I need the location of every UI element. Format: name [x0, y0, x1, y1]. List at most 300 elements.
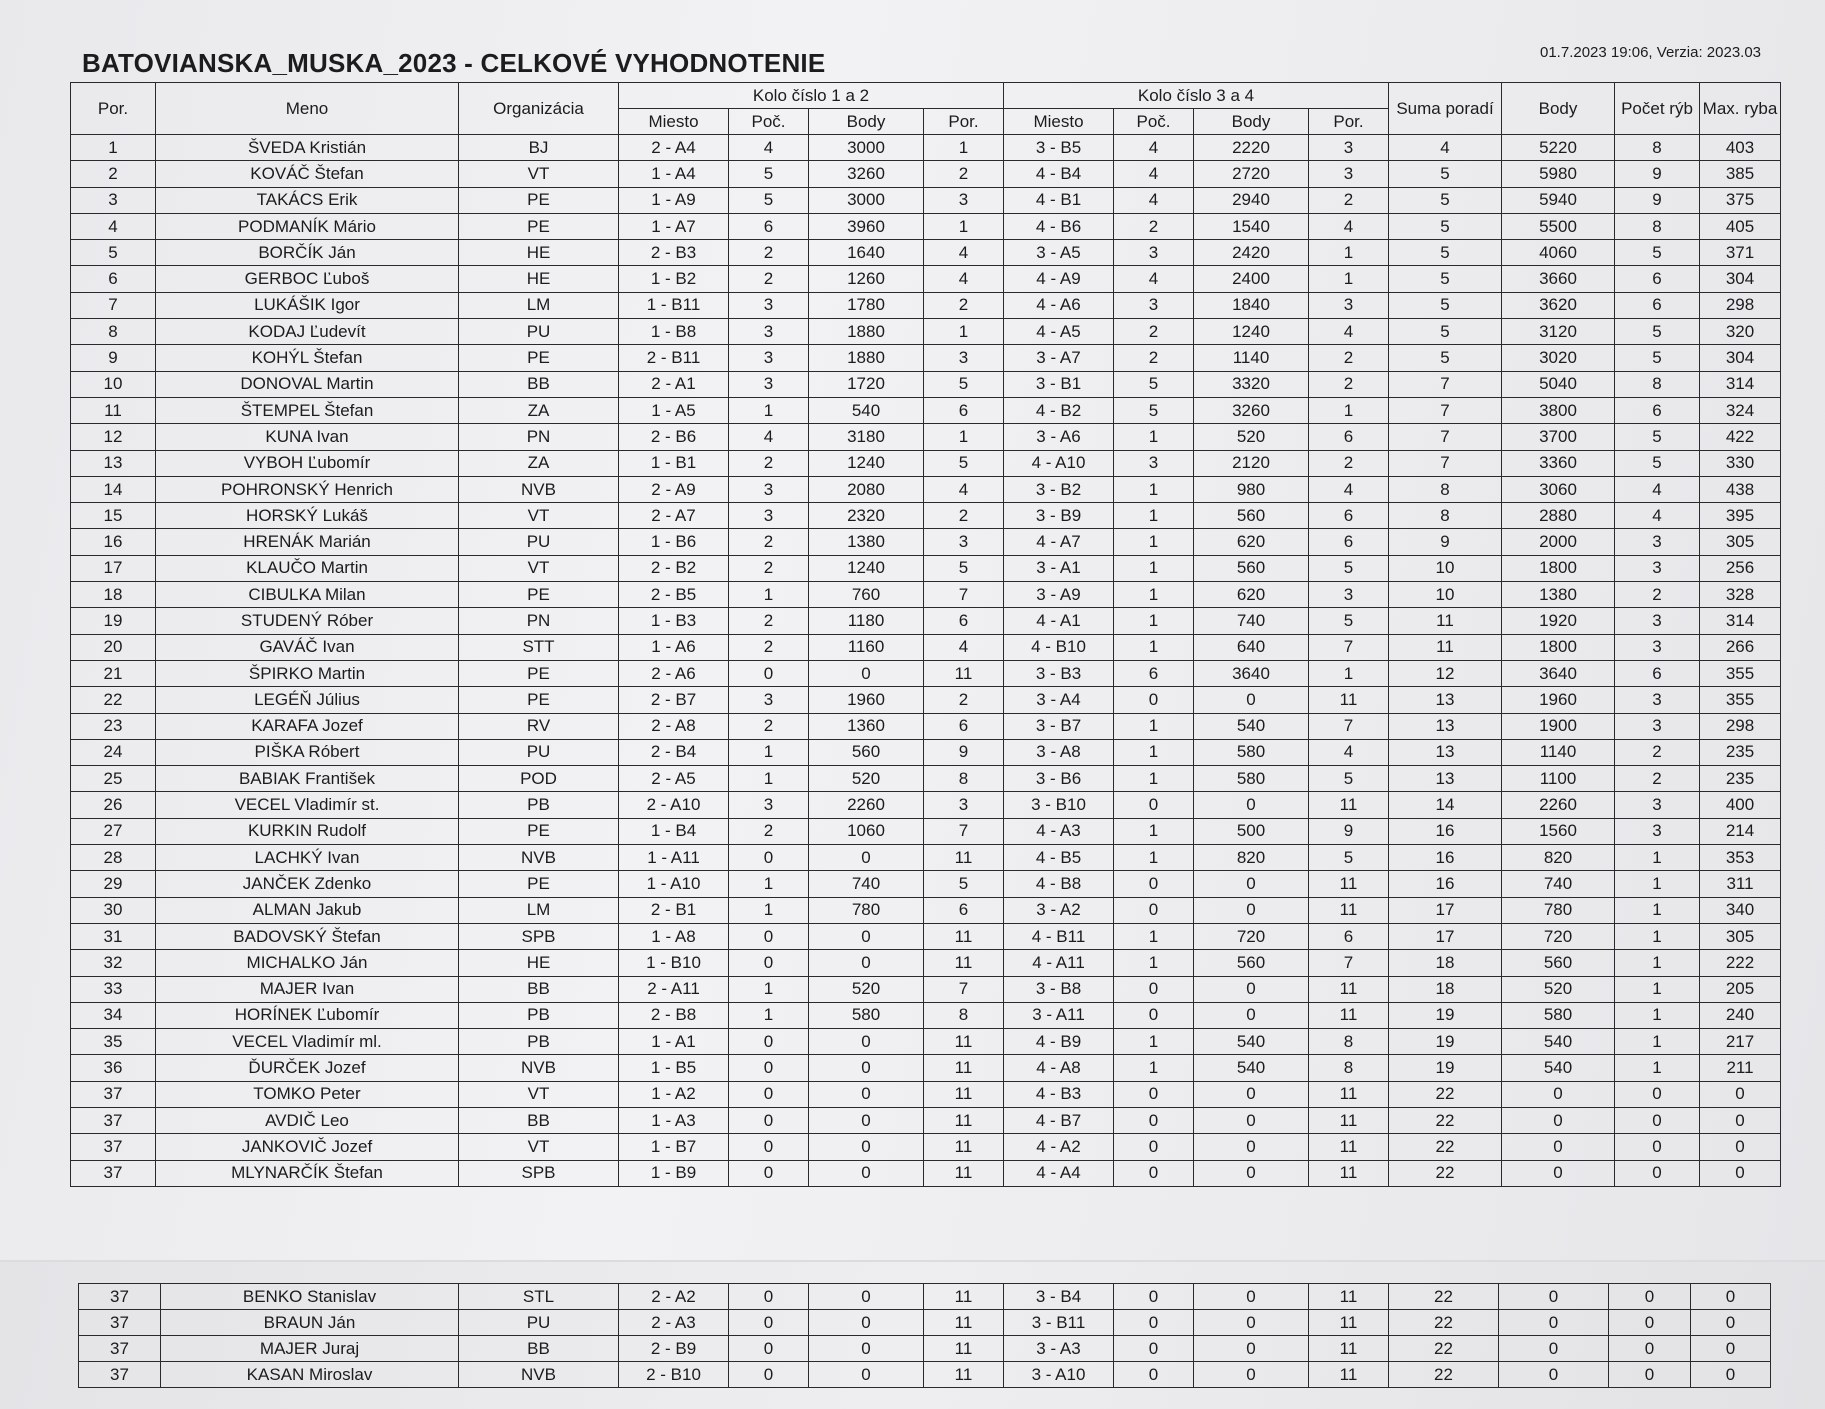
cell-max-ryba: 0 — [1691, 1362, 1771, 1388]
cell-max-ryba: 311 — [1700, 871, 1781, 897]
cell-organizacia: BB — [459, 1336, 619, 1362]
cell-body-1: 520 — [809, 976, 924, 1002]
cell-poc-2: 0 — [1114, 1002, 1194, 1028]
cell-body-2: 0 — [1194, 1160, 1309, 1186]
cell-meno: GAVÁČ Ivan — [156, 634, 459, 660]
cell-poc-1: 0 — [729, 1362, 809, 1388]
cell-poc-1: 0 — [729, 950, 809, 976]
cell-poc-1: 4 — [729, 424, 809, 450]
cell-body-total: 3640 — [1502, 660, 1615, 686]
cell-por-2: 11 — [1309, 1107, 1389, 1133]
cell-miesto-1: 1 - B5 — [619, 1055, 729, 1081]
cell-poc-1: 3 — [729, 792, 809, 818]
cell-miesto-2: 3 - A6 — [1004, 424, 1114, 450]
cell-body-total: 3020 — [1502, 345, 1615, 371]
cell-miesto-1: 1 - A1 — [619, 1029, 729, 1055]
table-row — [71, 950, 1781, 976]
table-row — [71, 792, 1781, 818]
cell-max-ryba: 405 — [1700, 213, 1781, 239]
cell-por-2: 11 — [1309, 792, 1389, 818]
cell-max-ryba: 205 — [1700, 976, 1781, 1002]
cell-pocet-ryb: 1 — [1615, 871, 1700, 897]
cell-pocet-ryb: 3 — [1615, 529, 1700, 555]
cell-max-ryba: 240 — [1700, 1002, 1781, 1028]
cell-body-total: 0 — [1499, 1310, 1609, 1336]
cell-miesto-1: 2 - A11 — [619, 976, 729, 1002]
cell-pocet-ryb: 5 — [1615, 345, 1700, 371]
cell-body-1: 580 — [809, 1002, 924, 1028]
cell-body-2: 0 — [1194, 792, 1309, 818]
cell-meno: ALMAN Jakub — [156, 897, 459, 923]
cell-miesto-2: 3 - B1 — [1004, 371, 1114, 397]
cell-suma: 13 — [1389, 739, 1502, 765]
cell-por-2: 5 — [1309, 608, 1389, 634]
table-row — [71, 923, 1781, 949]
table-row — [71, 634, 1781, 660]
cell-body-total: 560 — [1502, 950, 1615, 976]
cell-organizacia: NVB — [459, 1362, 619, 1388]
table-row — [71, 976, 1781, 1002]
cell-por: 11 — [71, 397, 156, 423]
cell-miesto-1: 2 - B10 — [619, 1362, 729, 1388]
cell-body-1: 1060 — [809, 818, 924, 844]
table-row — [71, 319, 1781, 345]
cell-meno: ĎURČEK Jozef — [156, 1055, 459, 1081]
cell-miesto-2: 3 - B9 — [1004, 503, 1114, 529]
cell-por-2: 3 — [1309, 161, 1389, 187]
cell-poc-2: 1 — [1114, 529, 1194, 555]
cell-poc-1: 0 — [729, 845, 809, 871]
cell-por-1: 1 — [924, 424, 1004, 450]
cell-por: 9 — [71, 345, 156, 371]
cell-body-2: 0 — [1194, 1284, 1309, 1310]
cell-body-2: 1840 — [1194, 292, 1309, 318]
cell-body-1: 1240 — [809, 450, 924, 476]
cell-body-total: 1140 — [1502, 739, 1615, 765]
cell-miesto-1: 2 - B6 — [619, 424, 729, 450]
cell-pocet-ryb: 3 — [1615, 608, 1700, 634]
cell-body-2: 540 — [1194, 1055, 1309, 1081]
cell-por-1: 5 — [924, 555, 1004, 581]
cell-max-ryba: 314 — [1700, 608, 1781, 634]
cell-por-1: 11 — [924, 1055, 1004, 1081]
cell-meno: TOMKO Peter — [156, 1081, 459, 1107]
header-miesto-1: Miesto — [619, 109, 729, 135]
cell-max-ryba: 403 — [1700, 135, 1781, 161]
cell-body-total: 2880 — [1502, 503, 1615, 529]
table-row — [71, 292, 1781, 318]
cell-organizacia: NVB — [459, 1055, 619, 1081]
cell-por: 20 — [71, 634, 156, 660]
cell-suma: 8 — [1389, 476, 1502, 502]
cell-max-ryba: 235 — [1700, 739, 1781, 765]
cell-poc-2: 0 — [1114, 1336, 1194, 1362]
cell-body-1: 1780 — [809, 292, 924, 318]
cell-organizacia: STL — [459, 1284, 619, 1310]
cell-miesto-2: 4 - A11 — [1004, 950, 1114, 976]
cell-pocet-ryb: 2 — [1615, 582, 1700, 608]
cell-miesto-2: 4 - A4 — [1004, 1160, 1114, 1186]
cell-poc-2: 1 — [1114, 923, 1194, 949]
cell-suma: 22 — [1389, 1081, 1502, 1107]
cell-max-ryba: 298 — [1700, 713, 1781, 739]
cell-por: 17 — [71, 555, 156, 581]
cell-por-2: 11 — [1309, 1134, 1389, 1160]
cell-body-total: 1800 — [1502, 634, 1615, 660]
cell-max-ryba: 304 — [1700, 266, 1781, 292]
table-row — [71, 687, 1781, 713]
cell-pocet-ryb: 1 — [1615, 1029, 1700, 1055]
cell-miesto-2: 4 - B6 — [1004, 213, 1114, 239]
cell-por-2: 11 — [1309, 1362, 1389, 1388]
cell-por-1: 7 — [924, 818, 1004, 844]
cell-meno: CIBULKA Milan — [156, 582, 459, 608]
cell-max-ryba: 0 — [1691, 1336, 1771, 1362]
cell-max-ryba: 222 — [1700, 950, 1781, 976]
cell-suma: 10 — [1389, 582, 1502, 608]
cell-pocet-ryb: 9 — [1615, 161, 1700, 187]
cell-poc-1: 2 — [729, 818, 809, 844]
cell-meno: KODAJ Ľudevít — [156, 319, 459, 345]
cell-body-total: 5500 — [1502, 213, 1615, 239]
cell-poc-1: 3 — [729, 503, 809, 529]
cell-organizacia: PE — [459, 213, 619, 239]
cell-max-ryba: 305 — [1700, 923, 1781, 949]
cell-miesto-1: 2 - B2 — [619, 555, 729, 581]
cell-body-2: 540 — [1194, 1029, 1309, 1055]
cell-suma: 5 — [1389, 266, 1502, 292]
cell-body-1: 3000 — [809, 187, 924, 213]
cell-organizacia: PN — [459, 608, 619, 634]
cell-body-2: 2720 — [1194, 161, 1309, 187]
cell-suma: 5 — [1389, 240, 1502, 266]
cell-miesto-1: 1 - A5 — [619, 397, 729, 423]
cell-por-1: 11 — [924, 660, 1004, 686]
cell-max-ryba: 0 — [1700, 1160, 1781, 1186]
cell-body-2: 740 — [1194, 608, 1309, 634]
cell-poc-2: 1 — [1114, 555, 1194, 581]
header-body-2: Body — [1194, 109, 1309, 135]
cell-poc-1: 0 — [729, 1107, 809, 1133]
cell-miesto-2: 4 - A5 — [1004, 319, 1114, 345]
cell-body-2: 1140 — [1194, 345, 1309, 371]
cell-body-1: 3960 — [809, 213, 924, 239]
cell-por-2: 8 — [1309, 1029, 1389, 1055]
cell-miesto-2: 3 - A8 — [1004, 739, 1114, 765]
cell-por-1: 11 — [924, 1310, 1004, 1336]
cell-por-1: 11 — [924, 1107, 1004, 1133]
cell-por-1: 11 — [924, 950, 1004, 976]
cell-body-total: 1900 — [1502, 713, 1615, 739]
cell-suma: 7 — [1389, 450, 1502, 476]
cell-body-1: 0 — [809, 1055, 924, 1081]
cell-suma: 16 — [1389, 818, 1502, 844]
cell-body-1: 3000 — [809, 135, 924, 161]
cell-miesto-1: 2 - B3 — [619, 240, 729, 266]
cell-miesto-2: 4 - B4 — [1004, 161, 1114, 187]
cell-miesto-1: 1 - A6 — [619, 634, 729, 660]
cell-meno: KOHÝL Štefan — [156, 345, 459, 371]
cell-meno: VECEL Vladimír ml. — [156, 1029, 459, 1055]
cell-meno: MICHALKO Ján — [156, 950, 459, 976]
cell-por-2: 4 — [1309, 476, 1389, 502]
cell-por-1: 3 — [924, 187, 1004, 213]
cell-pocet-ryb: 6 — [1615, 660, 1700, 686]
cell-por-1: 2 — [924, 161, 1004, 187]
cell-miesto-2: 4 - A10 — [1004, 450, 1114, 476]
cell-miesto-2: 4 - B10 — [1004, 634, 1114, 660]
cell-body-2: 0 — [1194, 871, 1309, 897]
cell-max-ryba: 353 — [1700, 845, 1781, 871]
cell-pocet-ryb: 5 — [1615, 240, 1700, 266]
cell-poc-1: 5 — [729, 187, 809, 213]
cell-por-2: 4 — [1309, 319, 1389, 345]
cell-body-2: 2420 — [1194, 240, 1309, 266]
results-table-continued-body — [79, 1284, 1771, 1388]
cell-body-total: 1920 — [1502, 608, 1615, 634]
cell-meno: BRAUN Ján — [161, 1310, 459, 1336]
cell-por: 37 — [79, 1284, 161, 1310]
cell-poc-1: 2 — [729, 713, 809, 739]
cell-organizacia: NVB — [459, 476, 619, 502]
cell-body-2: 540 — [1194, 713, 1309, 739]
cell-poc-1: 1 — [729, 766, 809, 792]
cell-body-2: 0 — [1194, 1081, 1309, 1107]
cell-por: 27 — [71, 818, 156, 844]
cell-por: 35 — [71, 1029, 156, 1055]
cell-body-1: 0 — [809, 845, 924, 871]
cell-suma: 17 — [1389, 923, 1502, 949]
cell-pocet-ryb: 3 — [1615, 713, 1700, 739]
cell-meno: BENKO Stanislav — [161, 1284, 459, 1310]
cell-meno: MLYNARČÍK Štefan — [156, 1160, 459, 1186]
table-row — [79, 1310, 1771, 1336]
cell-poc-1: 2 — [729, 266, 809, 292]
cell-suma: 5 — [1389, 319, 1502, 345]
cell-body-2: 1240 — [1194, 319, 1309, 345]
cell-miesto-1: 2 - A3 — [619, 1310, 729, 1336]
cell-body-2: 0 — [1194, 1002, 1309, 1028]
cell-por-1: 2 — [924, 503, 1004, 529]
cell-poc-1: 1 — [729, 582, 809, 608]
cell-organizacia: BB — [459, 1107, 619, 1133]
table-row — [71, 476, 1781, 502]
cell-pocet-ryb: 0 — [1609, 1362, 1691, 1388]
cell-miesto-2: 4 - B7 — [1004, 1107, 1114, 1133]
cell-body-total: 520 — [1502, 976, 1615, 1002]
cell-organizacia: PB — [459, 1002, 619, 1028]
cell-por-2: 11 — [1309, 1336, 1389, 1362]
cell-miesto-1: 1 - B11 — [619, 292, 729, 318]
cell-body-2: 980 — [1194, 476, 1309, 502]
table-row — [71, 450, 1781, 476]
cell-pocet-ryb: 6 — [1615, 266, 1700, 292]
cell-suma: 4 — [1389, 135, 1502, 161]
cell-meno: LACHKÝ Ivan — [156, 845, 459, 871]
cell-poc-1: 1 — [729, 897, 809, 923]
cell-por-1: 11 — [924, 1081, 1004, 1107]
cell-body-2: 0 — [1194, 1310, 1309, 1336]
cell-body-2: 640 — [1194, 634, 1309, 660]
cell-poc-2: 2 — [1114, 213, 1194, 239]
cell-por-1: 2 — [924, 292, 1004, 318]
cell-pocet-ryb: 3 — [1615, 634, 1700, 660]
cell-miesto-1: 1 - B6 — [619, 529, 729, 555]
table-row — [79, 1362, 1771, 1388]
cell-meno: HRENÁK Marián — [156, 529, 459, 555]
cell-poc-1: 1 — [729, 976, 809, 1002]
cell-por: 13 — [71, 450, 156, 476]
cell-max-ryba: 330 — [1700, 450, 1781, 476]
cell-por-2: 11 — [1309, 1160, 1389, 1186]
cell-poc-1: 0 — [729, 1081, 809, 1107]
cell-suma: 22 — [1389, 1336, 1499, 1362]
cell-meno: VYBOH Ľubomír — [156, 450, 459, 476]
cell-body-2: 1540 — [1194, 213, 1309, 239]
cell-pocet-ryb: 0 — [1615, 1107, 1700, 1133]
cell-miesto-2: 3 - A2 — [1004, 897, 1114, 923]
table-row — [71, 345, 1781, 371]
cell-por: 14 — [71, 476, 156, 502]
cell-body-1: 2320 — [809, 503, 924, 529]
cell-pocet-ryb: 1 — [1615, 845, 1700, 871]
cell-body-1: 1380 — [809, 529, 924, 555]
cell-meno: BADOVSKÝ Štefan — [156, 923, 459, 949]
cell-body-1: 1240 — [809, 555, 924, 581]
cell-por: 5 — [71, 240, 156, 266]
cell-meno: KUNA Ivan — [156, 424, 459, 450]
table-row — [71, 213, 1781, 239]
cell-pocet-ryb: 4 — [1615, 503, 1700, 529]
cell-por-1: 4 — [924, 634, 1004, 660]
cell-organizacia: VT — [459, 1081, 619, 1107]
cell-poc-1: 0 — [729, 1055, 809, 1081]
cell-poc-2: 1 — [1114, 608, 1194, 634]
table-row — [71, 1160, 1781, 1186]
cell-por: 7 — [71, 292, 156, 318]
cell-max-ryba: 304 — [1700, 345, 1781, 371]
cell-por-2: 11 — [1309, 1310, 1389, 1336]
cell-max-ryba: 211 — [1700, 1055, 1781, 1081]
cell-por: 37 — [79, 1336, 161, 1362]
header-por-1: Por. — [924, 109, 1004, 135]
cell-meno: HORSKÝ Lukáš — [156, 503, 459, 529]
cell-organizacia: PE — [459, 345, 619, 371]
cell-poc-2: 3 — [1114, 292, 1194, 318]
cell-por-2: 5 — [1309, 845, 1389, 871]
cell-miesto-1: 2 - A7 — [619, 503, 729, 529]
cell-poc-1: 6 — [729, 213, 809, 239]
cell-por-2: 2 — [1309, 345, 1389, 371]
cell-body-total: 4060 — [1502, 240, 1615, 266]
header-poc-1: Poč. — [729, 109, 809, 135]
cell-body-2: 0 — [1194, 976, 1309, 1002]
cell-pocet-ryb: 1 — [1615, 1055, 1700, 1081]
cell-poc-1: 3 — [729, 476, 809, 502]
cell-por-2: 3 — [1309, 292, 1389, 318]
table-row — [71, 529, 1781, 555]
cell-organizacia: PE — [459, 871, 619, 897]
cell-miesto-2: 4 - A6 — [1004, 292, 1114, 318]
table-row — [71, 739, 1781, 765]
cell-pocet-ryb: 1 — [1615, 950, 1700, 976]
cell-meno: ŠVEDA Kristián — [156, 135, 459, 161]
cell-organizacia: LM — [459, 292, 619, 318]
cell-pocet-ryb: 0 — [1615, 1081, 1700, 1107]
cell-organizacia: PU — [459, 1310, 619, 1336]
header-suma: Suma poradí — [1389, 83, 1502, 135]
cell-max-ryba: 355 — [1700, 660, 1781, 686]
cell-poc-2: 1 — [1114, 739, 1194, 765]
cell-por: 25 — [71, 766, 156, 792]
table-row — [71, 871, 1781, 897]
cell-body-total: 780 — [1502, 897, 1615, 923]
cell-body-total: 540 — [1502, 1029, 1615, 1055]
cell-por-2: 2 — [1309, 450, 1389, 476]
cell-por: 37 — [71, 1134, 156, 1160]
cell-pocet-ryb: 1 — [1615, 923, 1700, 949]
cell-body-2: 0 — [1194, 1362, 1309, 1388]
cell-organizacia: SPB — [459, 1160, 619, 1186]
cell-miesto-2: 3 - B11 — [1004, 1310, 1114, 1336]
cell-organizacia: PB — [459, 792, 619, 818]
cell-por: 37 — [79, 1362, 161, 1388]
cell-pocet-ryb: 9 — [1615, 187, 1700, 213]
cell-poc-2: 0 — [1114, 1081, 1194, 1107]
cell-poc-2: 4 — [1114, 135, 1194, 161]
cell-suma: 9 — [1389, 529, 1502, 555]
cell-body-total: 3620 — [1502, 292, 1615, 318]
cell-suma: 14 — [1389, 792, 1502, 818]
table-row — [71, 1055, 1781, 1081]
cell-suma: 16 — [1389, 845, 1502, 871]
cell-body-1: 0 — [809, 1362, 924, 1388]
cell-poc-2: 0 — [1114, 1284, 1194, 1310]
cell-por: 26 — [71, 792, 156, 818]
cell-body-total: 3060 — [1502, 476, 1615, 502]
cell-max-ryba: 422 — [1700, 424, 1781, 450]
cell-body-2: 580 — [1194, 766, 1309, 792]
cell-pocet-ryb: 2 — [1615, 766, 1700, 792]
cell-por: 29 — [71, 871, 156, 897]
cell-suma: 7 — [1389, 371, 1502, 397]
cell-meno: BABIAK František — [156, 766, 459, 792]
header-pocet-ryb: Počet rýb — [1615, 83, 1700, 135]
cell-por-2: 9 — [1309, 818, 1389, 844]
cell-por-1: 5 — [924, 450, 1004, 476]
cell-poc-2: 0 — [1114, 1134, 1194, 1160]
cell-suma: 13 — [1389, 766, 1502, 792]
cell-organizacia: PE — [459, 818, 619, 844]
cell-poc-2: 0 — [1114, 1107, 1194, 1133]
cell-miesto-2: 4 - B3 — [1004, 1081, 1114, 1107]
cell-suma: 22 — [1389, 1160, 1502, 1186]
cell-miesto-1: 1 - B2 — [619, 266, 729, 292]
cell-body-1: 0 — [809, 1336, 924, 1362]
cell-por-1: 5 — [924, 871, 1004, 897]
cell-meno: TAKÁCS Erik — [156, 187, 459, 213]
cell-por: 12 — [71, 424, 156, 450]
cell-body-total: 0 — [1502, 1134, 1615, 1160]
cell-miesto-1: 1 - A10 — [619, 871, 729, 897]
cell-meno: AVDIČ Leo — [156, 1107, 459, 1133]
cell-poc-1: 2 — [729, 529, 809, 555]
cell-poc-1: 0 — [729, 1336, 809, 1362]
cell-miesto-2: 3 - B6 — [1004, 766, 1114, 792]
cell-body-1: 3180 — [809, 424, 924, 450]
cell-poc-2: 1 — [1114, 1029, 1194, 1055]
cell-miesto-2: 4 - A8 — [1004, 1055, 1114, 1081]
